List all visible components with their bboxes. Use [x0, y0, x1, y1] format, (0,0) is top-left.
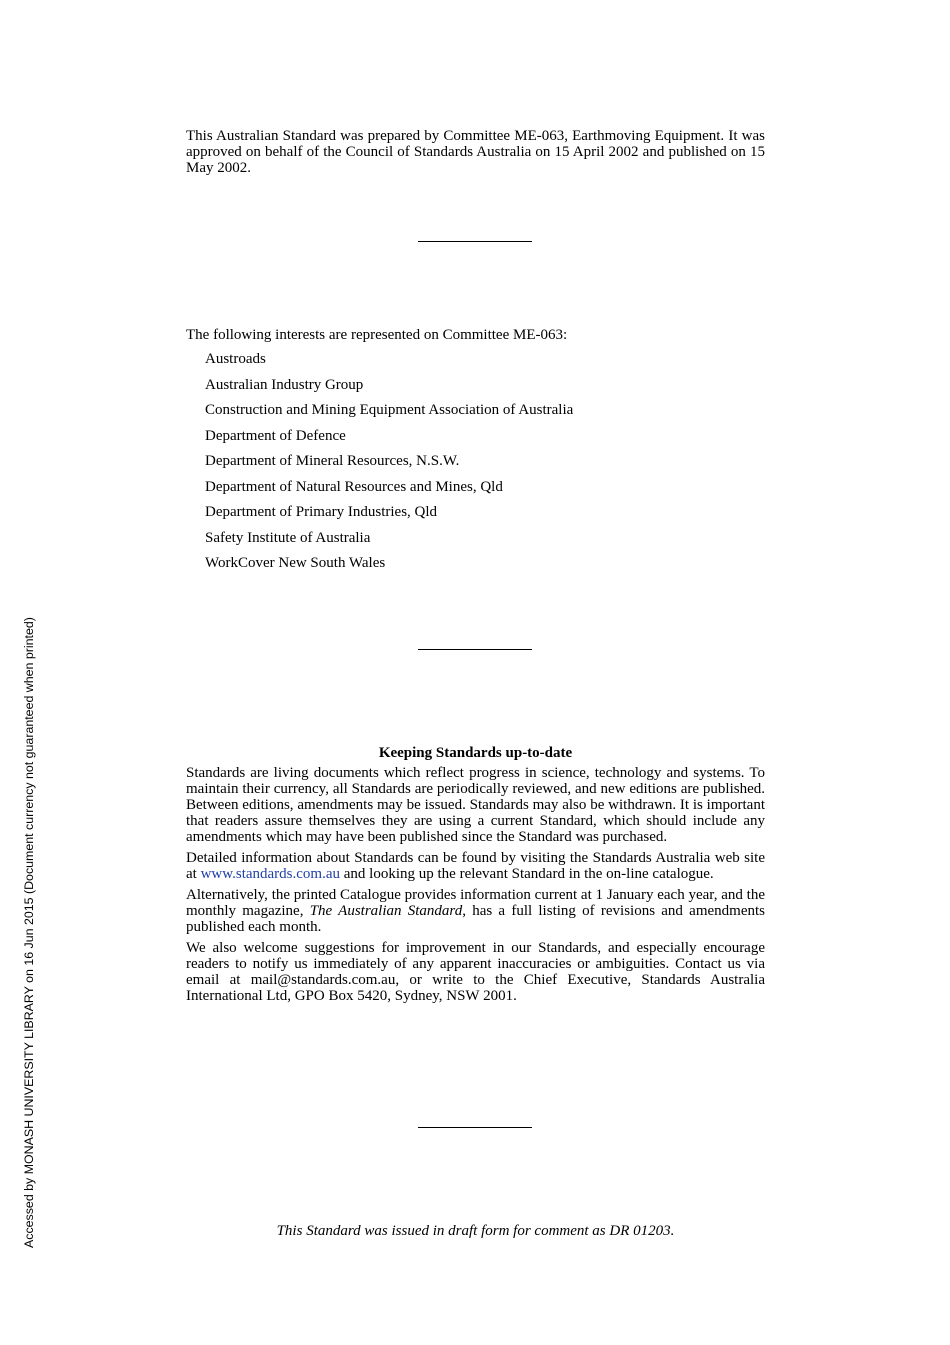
section-divider-2: [418, 649, 532, 650]
magazine-title: The Australian Standard: [309, 903, 463, 919]
keeping-paragraph-2: [186, 850, 765, 882]
committee-interests: [186, 326, 765, 580]
keeping-standards-section: [186, 745, 765, 1009]
interest-item: WorkCover New South Wales: [205, 555, 386, 571]
keeping-paragraph-4: We also welcome suggestions for improvement in our Standards, and especially encourage readers to notify us immediately of any apparent inaccuracies or ambiguities. Contact us via email at mail@standards.com.au, or write to the Chief Executive, Standards Australia International Ltd, GPO Box 5420, Sydney, NSW 2001.: [186, 940, 765, 1004]
interests-intro: The following interests are represented on Committee ME-063:: [186, 327, 568, 343]
section-divider-3: [418, 1127, 532, 1128]
interest-item: Department of Primary Industries, Qld: [205, 504, 438, 520]
keeping-paragraph-3: [186, 887, 765, 935]
keeping-heading: Keeping Standards up-to-date: [378, 745, 573, 761]
paragraph-3-text-end: , has a full listing of revisions and amendments published each month.: [186, 903, 765, 935]
interest-item: Safety Institute of Australia: [205, 529, 371, 546]
interest-item: Department of Natural Resources and Mines, Qld: [205, 478, 503, 495]
paragraph-2-text-start: Detailed information about Standards can be found by visiting the Standards Australia web site at: [186, 850, 765, 882]
access-watermark: Accessed by MONASH UNIVERSITY LIBRARY on 16 Jun 2015 (Document currency not guaranteed when printed): [22, 617, 36, 1248]
keeping-paragraph-1: Standards are living documents which reflect progress in science, technology and systems. To maintain their currency, all Standards are periodically reviewed, and new editions are published. Between editions, amendments may be issued. Standards may also be withdrawn. It is important that readers assure themselves they are using a current Standard, which should include any amendments which may have been published since the Standard was purchased.: [186, 765, 765, 845]
preparation-statement: This Australian Standard was prepared by Committee ME-063, Earthmoving Equipment. It was approved on behalf of the Council of Standards Australia on 15 April 2002 and published on 15 May 2002.: [186, 128, 765, 176]
interest-item: Australian Industry Group: [205, 376, 364, 393]
paragraph-3-text-start: Alternatively, the printed Catalogue provides information current at 1 January each year, and the monthly magazine,: [186, 887, 765, 919]
interest-item: Construction and Mining Equipment Association of Australia: [205, 402, 574, 418]
interest-item: Department of Mineral Resources, N.S.W.: [205, 453, 460, 469]
draft-note: This Standard was issued in draft form for comment as DR 01203.: [276, 1223, 675, 1239]
interest-item: Department of Defence: [205, 427, 346, 444]
section-divider-1: [418, 241, 532, 242]
interests-list: [186, 350, 765, 572]
standards-website-link[interactable]: www.standards.com.au: [200, 866, 340, 882]
paragraph-2-text-end: and looking up the relevant Standard in the on-line catalogue.: [340, 866, 714, 882]
interest-item: Austroads: [205, 351, 266, 367]
